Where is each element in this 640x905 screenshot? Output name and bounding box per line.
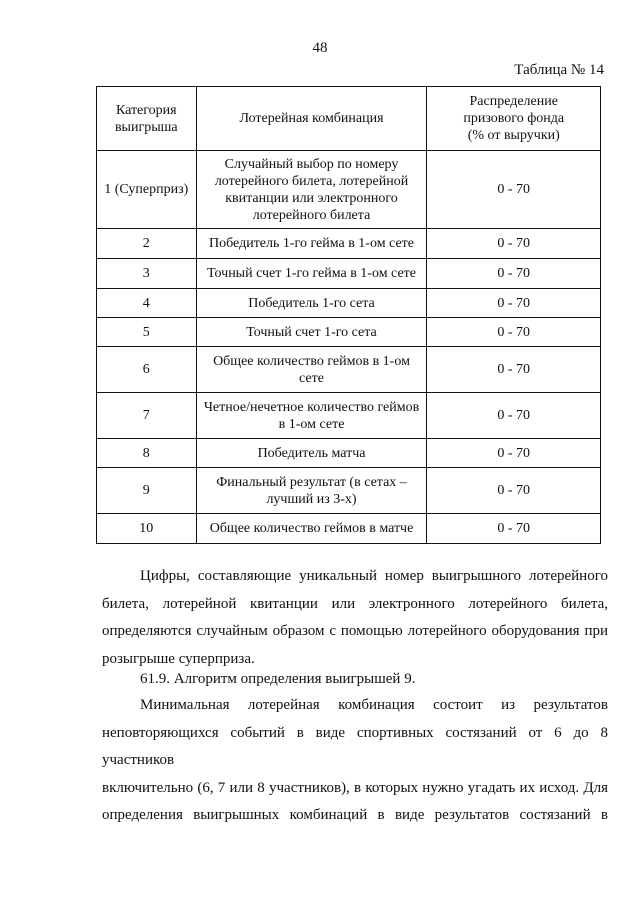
header-distribution-line: Распределение — [469, 94, 558, 109]
prize-distribution-table — [96, 86, 601, 544]
header-category-line: Категория — [115, 102, 177, 118]
paragraph-line: неповторяющихся событий в виде спортивных состязаний от 6 до 8 участников — [102, 724, 608, 768]
paragraph-line: билета, лотерейной квитанции или электронного лотерейного билета, — [102, 595, 608, 612]
cell-category: 8 — [97, 439, 197, 468]
combination-line: лотерейного билета, лотерейной — [214, 173, 409, 189]
combination-line: лотерейного билета — [252, 207, 371, 223]
cell-category: 3 — [97, 259, 197, 289]
paragraph-line: определения выигрышных комбинаций в виде результатов состязаний в — [102, 807, 608, 823]
combination-line: в 1-ом сете — [278, 416, 345, 432]
cell-combination: Победитель 1-го сета — [196, 289, 427, 318]
cell-category: 9 — [97, 468, 197, 514]
combination-line: квитанции или электронного — [225, 190, 398, 206]
cell-distribution: 0 - 70 — [427, 393, 601, 439]
cell-distribution: 0 - 70 — [427, 259, 601, 289]
header-category-line: выигрыша — [114, 119, 178, 135]
cell-combination: Победитель 1-го гейма в 1-ом сете — [196, 229, 427, 259]
combination-line: сете — [299, 370, 324, 386]
cell-category: 1 (Суперприз) — [97, 151, 197, 229]
cell-distribution: 0 - 70 — [427, 151, 601, 229]
cell-category: 10 — [97, 514, 197, 544]
table-row — [97, 318, 601, 347]
cell-combination — [196, 151, 427, 229]
paragraph-line: розыгрыше суперприза. — [102, 650, 255, 667]
combination-line: Финальный результат (в сетах – — [216, 474, 407, 490]
combination-line: Случайный выбор по номеру — [224, 156, 399, 172]
header-distribution-line: призового фонда — [463, 111, 565, 126]
cell-combination: Точный счет 1-го гейма в 1-ом сете — [196, 259, 427, 289]
table-caption: Таблица № 14 — [514, 62, 604, 78]
table-row — [97, 514, 601, 544]
cell-combination — [196, 347, 427, 393]
paragraph-line: Цифры, составляющие уникальный номер выигрышного лотерейного — [140, 568, 608, 584]
combination-line: лучший из 3-х) — [266, 491, 357, 507]
cell-combination: Победитель матча — [196, 439, 427, 468]
cell-combination: Общее количество геймов в матче — [196, 514, 427, 544]
table-row — [97, 229, 601, 259]
table-row — [97, 468, 601, 514]
header-distribution — [427, 87, 601, 151]
table-row — [97, 347, 601, 393]
cell-distribution: 0 - 70 — [427, 318, 601, 347]
header-distribution-line: (% от выручки) — [467, 128, 560, 143]
cell-combination — [196, 393, 427, 439]
paragraph-minimum-combination — [102, 692, 608, 830]
cell-combination — [196, 468, 427, 514]
table-row — [97, 151, 601, 229]
table-row — [97, 439, 601, 468]
table-row — [97, 259, 601, 289]
table-row — [97, 289, 601, 318]
header-combination: Лотерейная комбинация — [196, 87, 427, 151]
combination-line: Общее количество геймов в 1-ом — [213, 353, 410, 369]
combination-line: Четное/нечетное количество геймов — [203, 399, 420, 415]
page-number: 48 — [312, 40, 328, 56]
cell-distribution: 0 - 70 — [427, 514, 601, 544]
table-header-row — [97, 87, 601, 151]
cell-category: 7 — [97, 393, 197, 439]
paragraph-line: включительно (6, 7 или 8 участников), в которых нужно угадать их исход. Для — [102, 779, 608, 796]
cell-combination: Точный счет 1-го сета — [196, 318, 427, 347]
paragraph-line: определяются случайным образом с помощью лотерейного оборудования при — [102, 623, 608, 639]
cell-category: 2 — [97, 229, 197, 259]
section-heading-61-9: 61.9. Алгоритм определения выигрышей 9. — [140, 671, 416, 687]
paragraph-line: Минимальная лотерейная комбинация состоит из результатов — [140, 697, 608, 713]
cell-category: 6 — [97, 347, 197, 393]
cell-distribution: 0 - 70 — [427, 347, 601, 393]
cell-distribution: 0 - 70 — [427, 439, 601, 468]
cell-category: 4 — [97, 289, 197, 318]
cell-category: 5 — [97, 318, 197, 347]
table-row — [97, 393, 601, 439]
cell-distribution: 0 - 70 — [427, 229, 601, 259]
header-category — [97, 87, 197, 151]
cell-distribution: 0 - 70 — [427, 289, 601, 318]
cell-distribution: 0 - 70 — [427, 468, 601, 514]
paragraph-winning-digits — [102, 563, 608, 673]
